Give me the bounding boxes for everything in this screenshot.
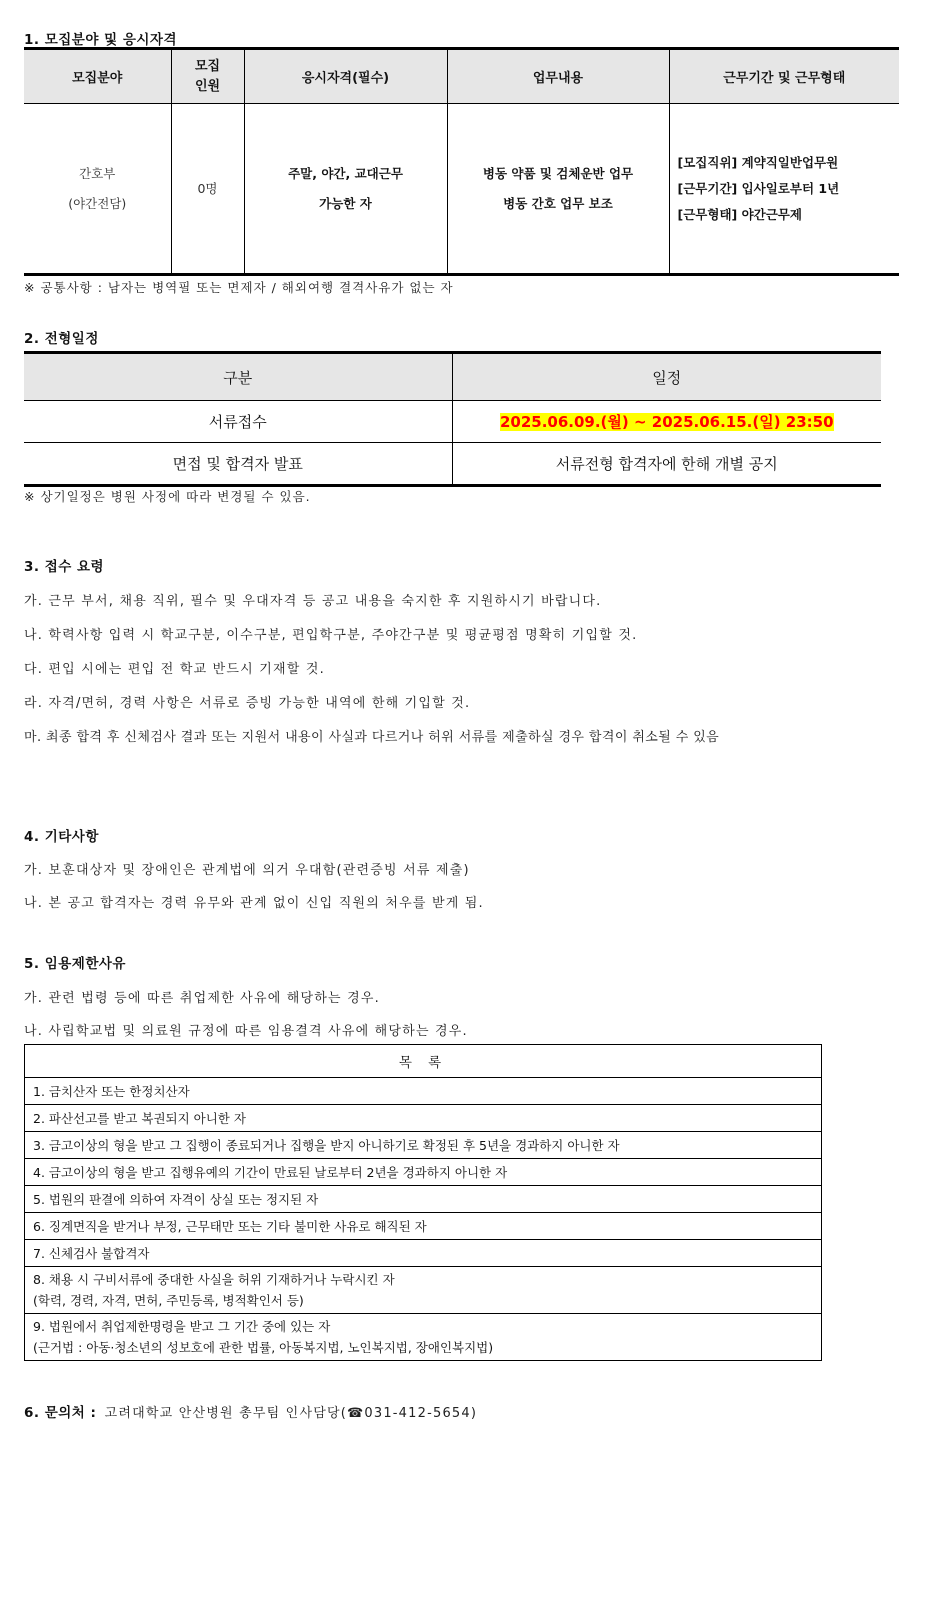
restriction-line: 8. 채용 시 구비서류에 중대한 사실을 허위 기재하거나 누락시킨 자 bbox=[33, 1272, 395, 1287]
table-row bbox=[25, 1186, 822, 1213]
qualification-line: 주말, 야간, 교대근무 bbox=[288, 165, 403, 181]
table-row bbox=[25, 1240, 822, 1267]
terms-line: [모집직위] 계약직일반업무원 bbox=[677, 154, 839, 170]
schedule-value-cell bbox=[452, 401, 881, 443]
section3-heading: 3. 접수 요령 bbox=[24, 559, 105, 575]
section2-heading: 2. 전형일정 bbox=[24, 331, 99, 347]
table-row bbox=[25, 1105, 822, 1132]
restriction-line: 9. 법원에서 취업제한명령을 받고 그 기간 중에 있는 자 bbox=[33, 1319, 331, 1334]
cell-terms bbox=[669, 104, 899, 275]
header-duties: 업무내용 bbox=[447, 49, 669, 104]
table-header-row bbox=[25, 1045, 822, 1078]
list-item: 가. 보훈대상자 및 장애인은 관계법에 의거 우대함(관련증빙 서류 제출) bbox=[24, 863, 470, 878]
list-item: 다. 편입 시에는 편입 전 학교 반드시 기재할 것. bbox=[24, 662, 325, 677]
table-header-row bbox=[24, 353, 881, 401]
restriction-subline: (근거법 : 아동·청소년의 성보호에 관한 법률, 아동복지법, 노인복지법, 장애인복지법) bbox=[33, 1340, 494, 1355]
section6-heading: 6. 문의처 : bbox=[24, 1405, 97, 1421]
table-row bbox=[25, 1267, 822, 1314]
restriction-item: 3. 금고이상의 형을 받고 그 집행이 종료되거나 집행을 받지 아니하기로 확정된 후 5년을 경과하지 아니한 자 bbox=[25, 1132, 822, 1159]
restriction-item bbox=[25, 1314, 822, 1361]
section1-note: ※ 공통사항 : 남자는 병역필 또는 면제자 / 해외여행 결격사유가 없는 자 bbox=[24, 280, 454, 295]
header-count-text: 모집 인원 bbox=[194, 58, 221, 94]
schedule-label: 서류접수 bbox=[24, 401, 452, 443]
list-item: 라. 자격/면허, 경력 사항은 서류로 증빙 가능한 내역에 한해 기입할 것. bbox=[24, 696, 471, 711]
table-row bbox=[24, 104, 899, 275]
restriction-item: 4. 금고이상의 형을 받고 집행유예의 기간이 만료된 날로부터 2년을 경과하지 아니한 자 bbox=[25, 1159, 822, 1186]
list-item: 마. 최종 합격 후 신체검사 결과 또는 지원서 내용이 사실과 다르거나 허위 서류를 제출하실 경우 합격이 취소될 수 있음 bbox=[24, 730, 720, 745]
terms-line: [근무형태] 야간근무제 bbox=[677, 206, 802, 222]
schedule-table bbox=[24, 351, 881, 487]
table-row bbox=[25, 1213, 822, 1240]
table-row bbox=[25, 1314, 822, 1361]
cell-duties bbox=[447, 104, 669, 275]
table-header-row bbox=[24, 49, 899, 104]
table-row bbox=[24, 443, 881, 486]
list-item: 나. 사립학교법 및 의료원 규정에 따른 임용결격 사유에 해당하는 경우. bbox=[24, 1024, 468, 1039]
terms-line: [근무기간] 입사일로부터 1년 bbox=[677, 180, 840, 196]
duties-line: 병동 약품 및 검체운반 업무 bbox=[482, 165, 634, 181]
cell-count: 0명 bbox=[171, 104, 244, 275]
schedule-label: 면접 및 합격자 발표 bbox=[24, 443, 452, 486]
header-qualification: 응시자격(필수) bbox=[244, 49, 447, 104]
header-schedule: 일정 bbox=[452, 353, 881, 401]
cell-field bbox=[24, 104, 171, 275]
restriction-table-header: 목 록 bbox=[25, 1045, 822, 1078]
section4-heading: 4. 기타사항 bbox=[24, 829, 99, 845]
list-item: 가. 근무 부서, 채용 직위, 필수 및 우대자격 등 공고 내용을 숙지한 후 지원하시기 바랍니다. bbox=[24, 594, 602, 609]
section2-note: ※ 상기일정은 병원 사정에 따라 변경될 수 있음. bbox=[24, 489, 311, 504]
restriction-table bbox=[24, 1044, 822, 1361]
cell-qualification bbox=[244, 104, 447, 275]
restriction-item: 6. 징계면직을 받거나 부정, 근무태만 또는 기타 불미한 사유로 해직된 자 bbox=[25, 1213, 822, 1240]
schedule-value: 서류전형 합격자에 한해 개별 공지 bbox=[452, 443, 881, 486]
header-field: 모집분야 bbox=[24, 49, 171, 104]
section1-heading: 1. 모집분야 및 응시자격 bbox=[24, 32, 177, 48]
table-row bbox=[25, 1159, 822, 1186]
contact-line bbox=[24, 1401, 477, 1421]
table-row bbox=[24, 401, 881, 443]
table-row bbox=[25, 1132, 822, 1159]
header-count bbox=[171, 49, 244, 104]
restriction-subline: (학력, 경력, 자격, 면허, 주민등록, 병적확인서 등) bbox=[33, 1293, 304, 1308]
restriction-item bbox=[25, 1267, 822, 1314]
recruitment-table bbox=[24, 47, 899, 276]
list-item: 가. 관련 법령 등에 따른 취업제한 사유에 해당하는 경우. bbox=[24, 991, 380, 1006]
section5-heading: 5. 임용제한사유 bbox=[24, 956, 126, 972]
restriction-item: 1. 금치산자 또는 한정치산자 bbox=[25, 1078, 822, 1105]
schedule-value-highlight: 2025.06.09.(월) ~ 2025.06.15.(일) 23:50 bbox=[499, 413, 834, 431]
restriction-item: 7. 신체검사 불합격자 bbox=[25, 1240, 822, 1267]
contact-info: 고려대학교 안산병원 총무팀 인사담당(☎031-412-5654) bbox=[104, 1406, 478, 1421]
list-item: 나. 본 공고 합격자는 경력 유무와 관계 없이 신입 직원의 처우를 받게 됨. bbox=[24, 896, 484, 911]
field-sub: (야간전담) bbox=[68, 195, 127, 211]
field-name: 간호부 bbox=[79, 165, 116, 181]
table-row bbox=[25, 1078, 822, 1105]
restriction-item: 2. 파산선고를 받고 복권되지 아니한 자 bbox=[25, 1105, 822, 1132]
qualification-line: 가능한 자 bbox=[319, 195, 372, 211]
duties-line: 병동 간호 업무 보조 bbox=[503, 195, 613, 211]
header-category: 구분 bbox=[24, 353, 452, 401]
restriction-item: 5. 법원의 판결에 의하여 자격이 상실 또는 정지된 자 bbox=[25, 1186, 822, 1213]
list-item: 나. 학력사항 입력 시 학교구분, 이수구분, 편입학구분, 주야간구분 및 평균평점 명확히 기입할 것. bbox=[24, 628, 638, 643]
header-terms: 근무기간 및 근무형태 bbox=[669, 49, 899, 104]
